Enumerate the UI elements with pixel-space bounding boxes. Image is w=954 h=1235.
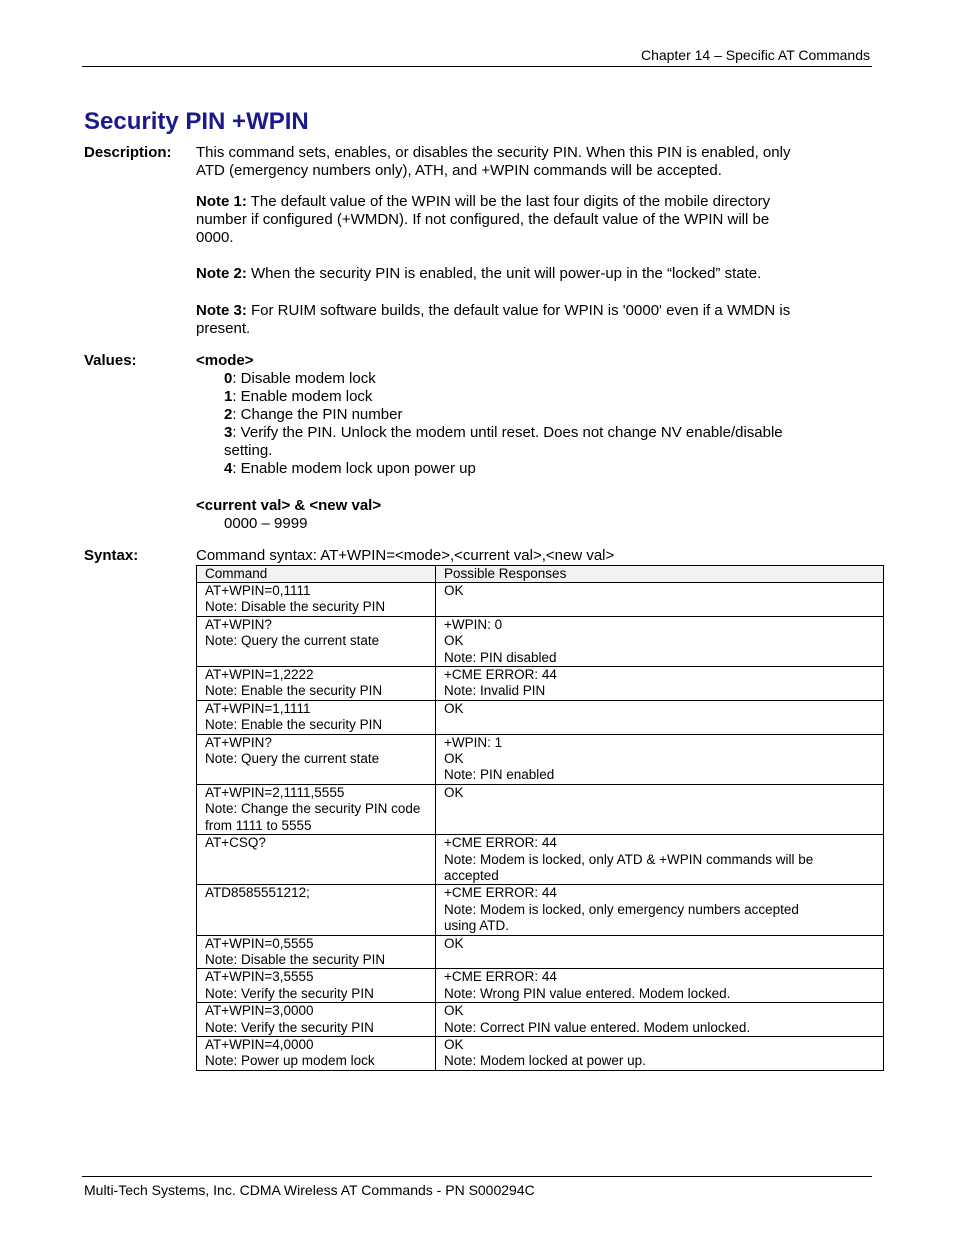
chapter-title: Chapter 14 – Specific AT Commands bbox=[640, 47, 870, 63]
command-cell bbox=[197, 583, 436, 617]
table-row bbox=[197, 700, 884, 734]
description-label: Description: bbox=[84, 144, 172, 161]
command-cell-line: AT+WPIN=1,1111 bbox=[205, 700, 311, 716]
response-cell bbox=[436, 835, 884, 885]
command-cell-line: AT+WPIN? bbox=[205, 734, 272, 750]
note-2 bbox=[196, 265, 826, 283]
note-label: Note 1: bbox=[196, 193, 247, 210]
value-range: 0000 – 9999 bbox=[224, 515, 308, 532]
command-cell bbox=[197, 667, 436, 701]
response-cell-line: OK bbox=[444, 633, 464, 649]
command-cell-line: from 1111 to 5555 bbox=[205, 817, 312, 833]
command-cell bbox=[197, 1003, 436, 1037]
mode-item: 2: Change the PIN number bbox=[224, 406, 403, 423]
table-row bbox=[197, 1036, 884, 1070]
response-cell-line: Note: PIN disabled bbox=[444, 649, 557, 665]
response-cell bbox=[436, 734, 884, 784]
note-text: 0000. bbox=[196, 229, 234, 246]
response-cell bbox=[436, 1003, 884, 1037]
page-title: Security PIN +WPIN bbox=[84, 108, 309, 135]
command-cell-line: Note: Disable the security PIN bbox=[205, 951, 386, 967]
response-cell bbox=[436, 784, 884, 834]
response-cell bbox=[436, 616, 884, 666]
note-text: present. bbox=[196, 320, 251, 337]
table-row bbox=[197, 835, 884, 885]
note-label: Note 3: bbox=[196, 302, 247, 319]
table-row bbox=[197, 885, 884, 935]
response-cell bbox=[436, 667, 884, 701]
table-row bbox=[197, 969, 884, 1003]
table-row bbox=[197, 784, 884, 834]
command-cell-line: AT+WPIN=3,0000 bbox=[205, 1003, 314, 1019]
response-cell-line: OK bbox=[444, 700, 464, 716]
mode-item: 4: Enable modem lock upon power up bbox=[224, 460, 476, 477]
note-text: The default value of the WPIN will be the last four digits of the mobile directory bbox=[246, 193, 771, 210]
command-cell bbox=[197, 935, 436, 969]
note-1 bbox=[196, 193, 826, 247]
response-cell-line: Note: PIN enabled bbox=[444, 767, 555, 783]
response-cell-line: Note: Correct PIN value entered. Modem unlocked. bbox=[444, 1019, 751, 1035]
command-cell-line: Note: Query the current state bbox=[205, 751, 380, 767]
command-syntax: Command syntax: AT+WPIN=<mode>,<current val>,<new val> bbox=[196, 547, 615, 564]
response-cell bbox=[436, 700, 884, 734]
command-cell-line: AT+CSQ? bbox=[205, 835, 266, 851]
mode-item-continued: setting. bbox=[224, 442, 273, 459]
command-cell bbox=[197, 616, 436, 666]
command-cell bbox=[197, 700, 436, 734]
table-row bbox=[197, 935, 884, 969]
response-cell bbox=[436, 1036, 884, 1070]
table-row bbox=[197, 667, 884, 701]
syntax-table bbox=[196, 565, 884, 1071]
note-text: For RUIM software builds, the default value for WPIN is '0000' even if a WMDN is bbox=[246, 302, 791, 319]
command-cell-line: AT+WPIN=4,0000 bbox=[205, 1036, 314, 1052]
command-cell-line: AT+WPIN=3,5555 bbox=[205, 969, 314, 985]
response-cell-line: Note: Modem is locked, only ATD & +WPIN commands will be bbox=[444, 851, 814, 867]
response-cell-line: OK bbox=[444, 1036, 464, 1052]
command-cell-line: Note: Disable the security PIN bbox=[205, 599, 386, 615]
page-footer bbox=[82, 1176, 872, 1198]
command-cell-line: AT+WPIN=2,1111,5555 bbox=[205, 784, 345, 800]
command-cell-line: AT+WPIN=0,5555 bbox=[205, 935, 314, 951]
command-cell bbox=[197, 835, 436, 885]
mode-list bbox=[224, 370, 824, 478]
table-row bbox=[197, 1003, 884, 1037]
response-cell-line: OK bbox=[444, 583, 464, 598]
command-cell-line: Note: Power up modem lock bbox=[205, 1053, 375, 1069]
response-cell-line: +CME ERROR: 44 bbox=[444, 885, 557, 901]
command-cell-line: Note: Change the security PIN code bbox=[205, 801, 421, 817]
command-cell bbox=[197, 969, 436, 1003]
mode-item: 1: Enable modem lock bbox=[224, 388, 373, 405]
response-cell-line: OK bbox=[444, 784, 464, 800]
response-cell-line: OK bbox=[444, 935, 464, 951]
response-cell bbox=[436, 583, 884, 617]
note-3 bbox=[196, 302, 826, 338]
note-text: number if configured (+WMDN). If not configured, the default value of the WPIN will be bbox=[196, 211, 770, 228]
response-cell-line: +WPIN: 0 bbox=[444, 616, 503, 632]
response-cell-line: using ATD. bbox=[444, 918, 510, 934]
values-label: Values: bbox=[84, 352, 137, 369]
command-cell-line: Note: Enable the security PIN bbox=[205, 683, 383, 699]
description-text bbox=[196, 144, 826, 180]
table-row bbox=[197, 616, 884, 666]
command-cell-line: AT+WPIN? bbox=[205, 616, 272, 632]
command-cell-line: Note: Query the current state bbox=[205, 633, 380, 649]
response-cell bbox=[436, 969, 884, 1003]
response-cell-line: +CME ERROR: 44 bbox=[444, 667, 557, 683]
command-cell bbox=[197, 734, 436, 784]
page-header bbox=[82, 47, 872, 67]
note-text: When the security PIN is enabled, the unit will power-up in the “locked” state. bbox=[246, 265, 762, 282]
response-cell bbox=[436, 885, 884, 935]
response-cell-line: Note: Modem is locked, only emergency numbers accepted bbox=[444, 901, 799, 917]
footer-text: Multi-Tech Systems, Inc. CDMA Wireless AT Commands - PN S000294C bbox=[84, 1182, 535, 1198]
description-line: ATD (emergency numbers only), ATH, and +WPIN commands will be accepted. bbox=[196, 162, 722, 179]
command-cell bbox=[197, 885, 436, 935]
response-cell-line: Note: Wrong PIN value entered. Modem locked. bbox=[444, 985, 731, 1001]
mode-heading: <mode> bbox=[196, 352, 254, 369]
syntax-label: Syntax: bbox=[84, 547, 139, 564]
command-cell-line: AT+WPIN=0,1111 bbox=[205, 583, 311, 598]
value-heading: <current val> & <new val> bbox=[196, 497, 382, 514]
table-header-row bbox=[197, 566, 884, 583]
note-label: Note 2: bbox=[196, 265, 247, 282]
command-cell-line: Note: Enable the security PIN bbox=[205, 717, 383, 733]
command-cell-line: ATD8585551212; bbox=[205, 885, 310, 901]
response-cell-line: Note: Modem locked at power up. bbox=[444, 1053, 646, 1069]
response-cell-line: OK bbox=[444, 751, 464, 767]
response-cell-line: Note: Invalid PIN bbox=[444, 683, 546, 699]
command-cell bbox=[197, 1036, 436, 1070]
command-cell bbox=[197, 784, 436, 834]
command-cell-line: Note: Verify the security PIN bbox=[205, 1019, 374, 1035]
command-cell-line: AT+WPIN=1,2222 bbox=[205, 667, 314, 683]
table-row bbox=[197, 734, 884, 784]
description-line: This command sets, enables, or disables the security PIN. When this PIN is enabled, only bbox=[196, 144, 791, 161]
mode-item: 3: Verify the PIN. Unlock the modem until reset. Does not change NV enable/disable bbox=[224, 424, 783, 441]
response-cell-line: accepted bbox=[444, 867, 499, 883]
response-cell-line: OK bbox=[444, 1003, 464, 1019]
response-cell-line: +CME ERROR: 44 bbox=[444, 835, 557, 851]
response-cell-line: +CME ERROR: 44 bbox=[444, 969, 557, 985]
column-header: Command bbox=[197, 566, 436, 583]
response-cell bbox=[436, 935, 884, 969]
response-cell-line: +WPIN: 1 bbox=[444, 734, 503, 750]
table-row bbox=[197, 583, 884, 617]
column-header: Possible Responses bbox=[436, 566, 884, 583]
mode-item: 0: Disable modem lock bbox=[224, 370, 376, 387]
command-cell-line: Note: Verify the security PIN bbox=[205, 985, 374, 1001]
